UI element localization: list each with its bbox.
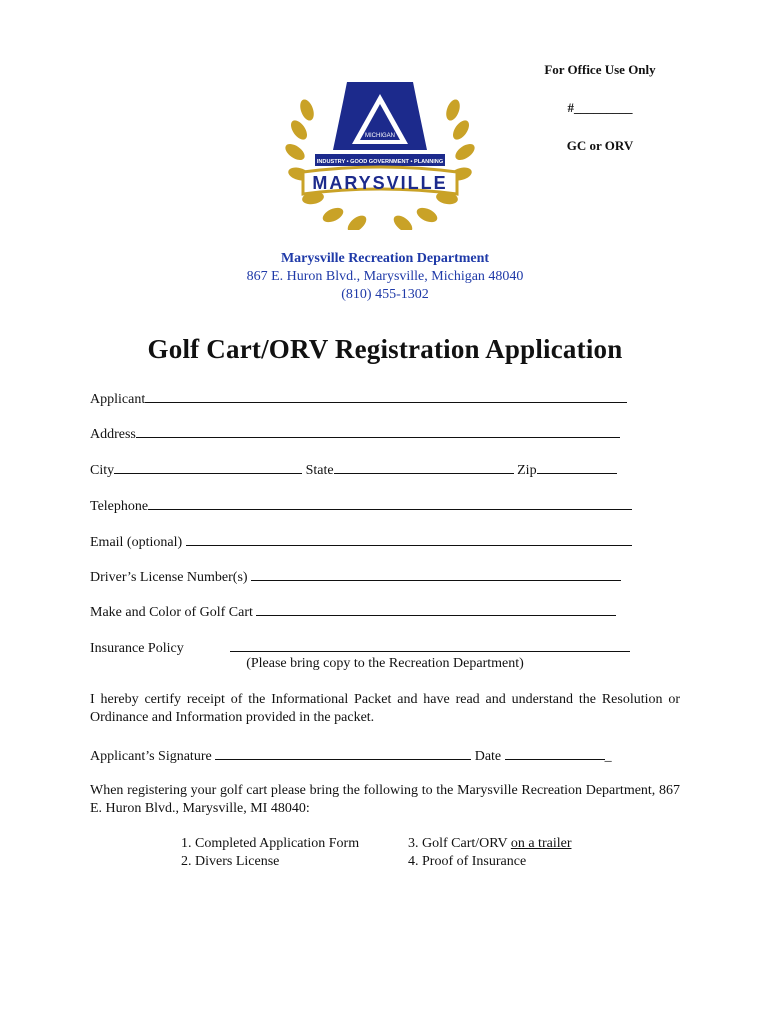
svg-text:MARYSVILLE: MARYSVILLE [312,173,448,193]
city-state-zip-row [90,459,617,479]
telephone-field[interactable] [90,495,632,515]
applicant-label: Applicant [90,392,146,407]
address-field[interactable] [90,423,620,443]
office-number-line: #_________ [567,100,633,115]
telephone-line[interactable] [148,495,632,510]
insurance-label: Insurance Policy [90,641,184,656]
city-label: City [90,463,115,478]
zip-label: Zip [517,463,537,478]
department-header [0,250,770,304]
email-line[interactable] [186,531,632,546]
svg-text:INDUSTRY • GOOD GOVERNMENT • P: INDUSTRY • GOOD GOVERNMENT • PLANNING [316,159,444,165]
state-line[interactable] [334,459,514,474]
state-label: State [305,463,334,478]
date-tail: _ [604,749,612,764]
item3-underlined: on a trailer [510,836,572,851]
city-line[interactable] [114,459,302,474]
office-use-heading: For Office Use Only [544,62,656,77]
make-color-field[interactable] [90,601,616,621]
list-item: 1. Completed Application Form [181,836,360,851]
insurance-field[interactable] [90,637,630,657]
list-item: 2. Divers License [181,854,280,869]
instructions-paragraph: When registering your golf cart please bring the following to the Marysville Recreation Department, 867 E. Huron Blvd., Marysville, MI 48040: [90,783,680,816]
department-name: Marysville Recreation Department [280,251,490,266]
marysville-seal-logo [285,70,475,230]
date-label: Date [474,749,502,764]
zip-line[interactable] [537,459,617,474]
signature-row [90,745,612,765]
license-line[interactable] [251,566,621,581]
item3-prefix: 3. Golf Cart/ORV [408,836,511,851]
signature-line[interactable] [215,745,471,760]
list-item [408,835,571,853]
insurance-note: (Please bring copy to the Recreation Department) [246,656,524,671]
requirements-list-right [408,835,571,871]
make-color-label: Make and Color of Golf Cart [90,605,253,620]
office-use-box [520,60,680,156]
department-phone: (810) 455-1302 [341,287,429,302]
list-item: 4. Proof of Insurance [408,854,527,869]
email-label: Email (optional) [90,535,183,550]
make-color-line[interactable] [256,601,616,616]
requirements-list-left [181,835,359,871]
license-field[interactable] [90,566,621,586]
telephone-label: Telephone [90,499,149,514]
svg-text:MICHIGAN: MICHIGAN [365,133,395,139]
email-field[interactable] [90,531,632,551]
department-address: 867 E. Huron Blvd., Marysville, Michigan 48040 [246,269,524,284]
date-line[interactable] [505,745,605,760]
address-label: Address [90,427,136,442]
form-title: Golf Cart/ORV Registration Application [147,334,623,364]
insurance-line[interactable] [230,637,630,652]
applicant-line[interactable] [145,388,627,403]
certify-paragraph: I hereby certify receipt of the Informational Packet and have read and understand the Resolution or Ordinance and Information provided in the packet. [90,692,680,725]
address-line[interactable] [136,423,620,438]
license-label: Driver’s License Number(s) [90,570,248,585]
office-type-label: GC or ORV [566,138,634,153]
applicant-field[interactable] [90,388,627,408]
signature-label: Applicant’s Signature [90,749,212,764]
